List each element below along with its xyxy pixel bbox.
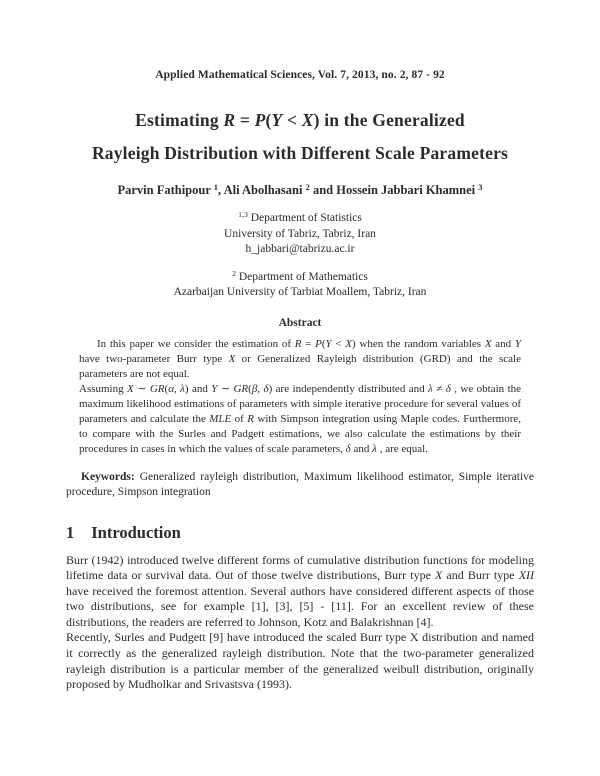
paper-title xyxy=(66,104,534,170)
authors-line: Parvin Fathipour $^1$, Ali Abolhasani $^2$ and Hossein Jabbari Khamnei $^3$ xyxy=(117,182,483,197)
introduction-paragraph-2: Recently, Surles and Pudgett [9] have introduced the scaled Burr type X distribution and named it correctly as the generalized rayleigh distribution. Note that the two-parameter generalized rayleigh distribution is a particular member of the generalized weibull distribution, originally proposed by Mudholkar and Srivastsva (1993). xyxy=(66,630,534,692)
affiliation-university: University of Tabriz, Tabriz, Iran xyxy=(224,227,376,240)
section-number: 1 xyxy=(66,522,75,542)
affiliation-department: $^{1,3}$ Department of Statistics xyxy=(238,210,362,224)
abstract-paragraph-1: In this paper we consider the estimation of R = P(Y < X) when the random variables X and Y have two-parameter Burr type X or Generalized Rayleigh distribution (GRD) and the scale parameters are not equal. xyxy=(79,337,521,380)
affiliation-department: $^2$ Department of Mathematics xyxy=(232,268,368,283)
abstract-body xyxy=(79,337,521,457)
affiliation-statistics xyxy=(66,211,534,258)
section-title: Introduction xyxy=(91,522,181,542)
title-line-1: Estimating R = P(Y < X) in the Generalized xyxy=(135,110,465,130)
affiliation-university: Azarbaijan University of Tarbiat Moallem, Tabriz, Iran xyxy=(173,286,427,298)
title-line-2: Rayleigh Distribution with Different Scale Parameters xyxy=(91,143,509,163)
journal-header: Applied Mathematical Sciences, Vol. 7, 2013, no. 2, 87 - 92 xyxy=(155,69,445,81)
author-email: h_jabbari@tabrizu.ac.ir xyxy=(245,243,355,255)
introduction-paragraph-1: Burr (1942) introduced twelve different forms of cumulative distribution functions for modeling lifetime data or survival data. Out of those twelve distributions, Burr type X and Burr type XII have received the foremost attention. Several authors have considered different aspects of those two distributions, see for example [1], [3], [5] - [11]. For an excellent review of these distributions, the readers are referred to Johnson, Kotz and Balakrishnan [4]. xyxy=(66,552,535,629)
section-heading-introduction xyxy=(66,522,534,544)
abstract-paragraph-2: Assuming X ∼ GR(α, λ) and Y ∼ GR(β, δ) are independently distributed and λ ≠ δ , we obtain the maximum likelihood estimations of parameters with simple iterative procedure for several values of parameters and calculate the MLE of R with Simpson integration using Maple codes. Furthermore, to compare with the Surles and Padgett estimations, we also calculate the estimations by their procedures in cases in which the values of scale parameters, δ and λ , are equal. xyxy=(79,382,522,455)
keywords-line: Keywords: Generalized rayleigh distribution, Maximum likelihood estimator, Simple iterative procedure, Simpson integration xyxy=(66,470,534,498)
affiliation-mathematics xyxy=(66,270,534,301)
abstract-heading: Abstract xyxy=(278,316,322,329)
